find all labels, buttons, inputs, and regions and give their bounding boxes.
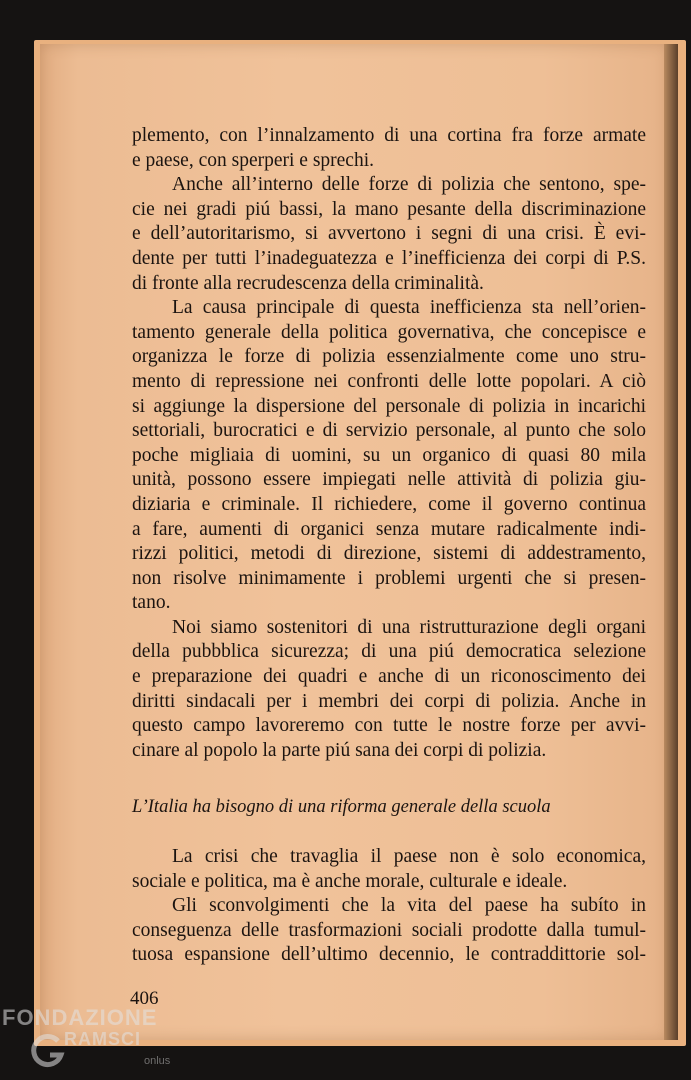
- fondazione-gramsci-watermark: [2, 1005, 182, 1077]
- text-line: Gli sconvolgimenti che la vita del paese ha subíto in: [172, 895, 646, 917]
- text-line: si aggiunge la dispersione del personale di polizia in incarichi: [132, 395, 646, 417]
- page-number: 406: [130, 988, 159, 1009]
- text-line: La causa principale di questa inefficienza sta nell’orien-: [172, 297, 646, 319]
- text-line: poche migliaia di uomini, su un organico di quasi 80 mila: [132, 444, 646, 466]
- text-line: diziaria e criminale. Il richiedere, come il governo continua: [132, 493, 646, 515]
- text-line: settoriali, burocratici e di servizio personale, al punto che solo: [132, 420, 646, 442]
- text-line: Noi siamo sostenitori di una ristrutturazione degli organi: [172, 616, 646, 638]
- body-text-section-2: [132, 845, 646, 968]
- text-line: e paese, con sperperi e sprechi.: [132, 149, 375, 171]
- text-line: Anche all’interno delle forze di polizia che sentono, spe-: [172, 174, 646, 196]
- text-line: tamento generale della politica governativa, che concepisce e: [132, 321, 646, 343]
- section-heading: L’Italia ha bisogno di una riforma generale della scuola: [132, 797, 551, 817]
- watermark-line-3: onlus: [144, 1055, 171, 1067]
- binding-shadow: [664, 44, 678, 1040]
- text-line: conseguenza delle trasformazioni sociali prodotte dalla tumul-: [132, 919, 646, 941]
- watermark-line-2: RAMSCI: [64, 1029, 141, 1049]
- text-line: e dell’autoritarismo, si avvertono i segni di una crisi. È evi-: [132, 223, 646, 245]
- text-line: mento di repressione nei confronti delle lotte popolari. A ciò: [132, 370, 646, 392]
- gramsci-g-logo-icon: [28, 1031, 68, 1071]
- text-line: rizzi politici, metodi di direzione, sistemi di addestramento,: [132, 543, 646, 565]
- text-line: e preparazione dei quadri e anche di un riconoscimento dei: [132, 666, 646, 688]
- text-line: La crisi che travaglia il paese non è solo economica,: [172, 846, 646, 867]
- text-line: plemento, con l’innalzamento di una cortina fra forze armate: [132, 125, 646, 146]
- text-line: cinare al popolo la parte piú sana dei corpi di polizia.: [132, 739, 547, 761]
- text-line: dente per tutti l’inadeguatezza e l’inefficienza dei corpi di P.S.: [132, 247, 646, 269]
- text-line: a fare, aumenti di organici senza mutare radicalmente indi-: [132, 518, 646, 540]
- watermark-line-1: FONDAZIONE: [2, 1005, 158, 1030]
- text-line: sociale e politica, ma è anche morale, culturale e ideale.: [132, 870, 568, 892]
- text-line: della pubbblica sicurezza; di una piú democratica selezione: [132, 641, 646, 663]
- text-line: tuosa espansione dell’ultimo decennio, le contraddittorie sol-: [132, 944, 646, 966]
- body-text-section-1: [132, 124, 646, 763]
- text-line: tano.: [132, 592, 171, 614]
- text-line: cie nei gradi piú bassi, la mano pesante della discriminazione: [132, 198, 646, 220]
- text-line: diritti sindacali per i membri dei corpi di polizia. Anche in: [132, 690, 646, 712]
- text-line: questo campo lavoreremo con tutte le nostre forze per avvi-: [132, 715, 646, 737]
- text-line: organizza le forze di polizia essenzialmente come uno stru-: [132, 346, 646, 368]
- text-line: unità, possono essere impiegati nelle attività di polizia giu-: [132, 469, 646, 491]
- text-line: di fronte alla recrudescenza della criminalità.: [132, 272, 484, 294]
- text-line: non risolve minimamente i problemi urgenti che si presen-: [132, 567, 646, 589]
